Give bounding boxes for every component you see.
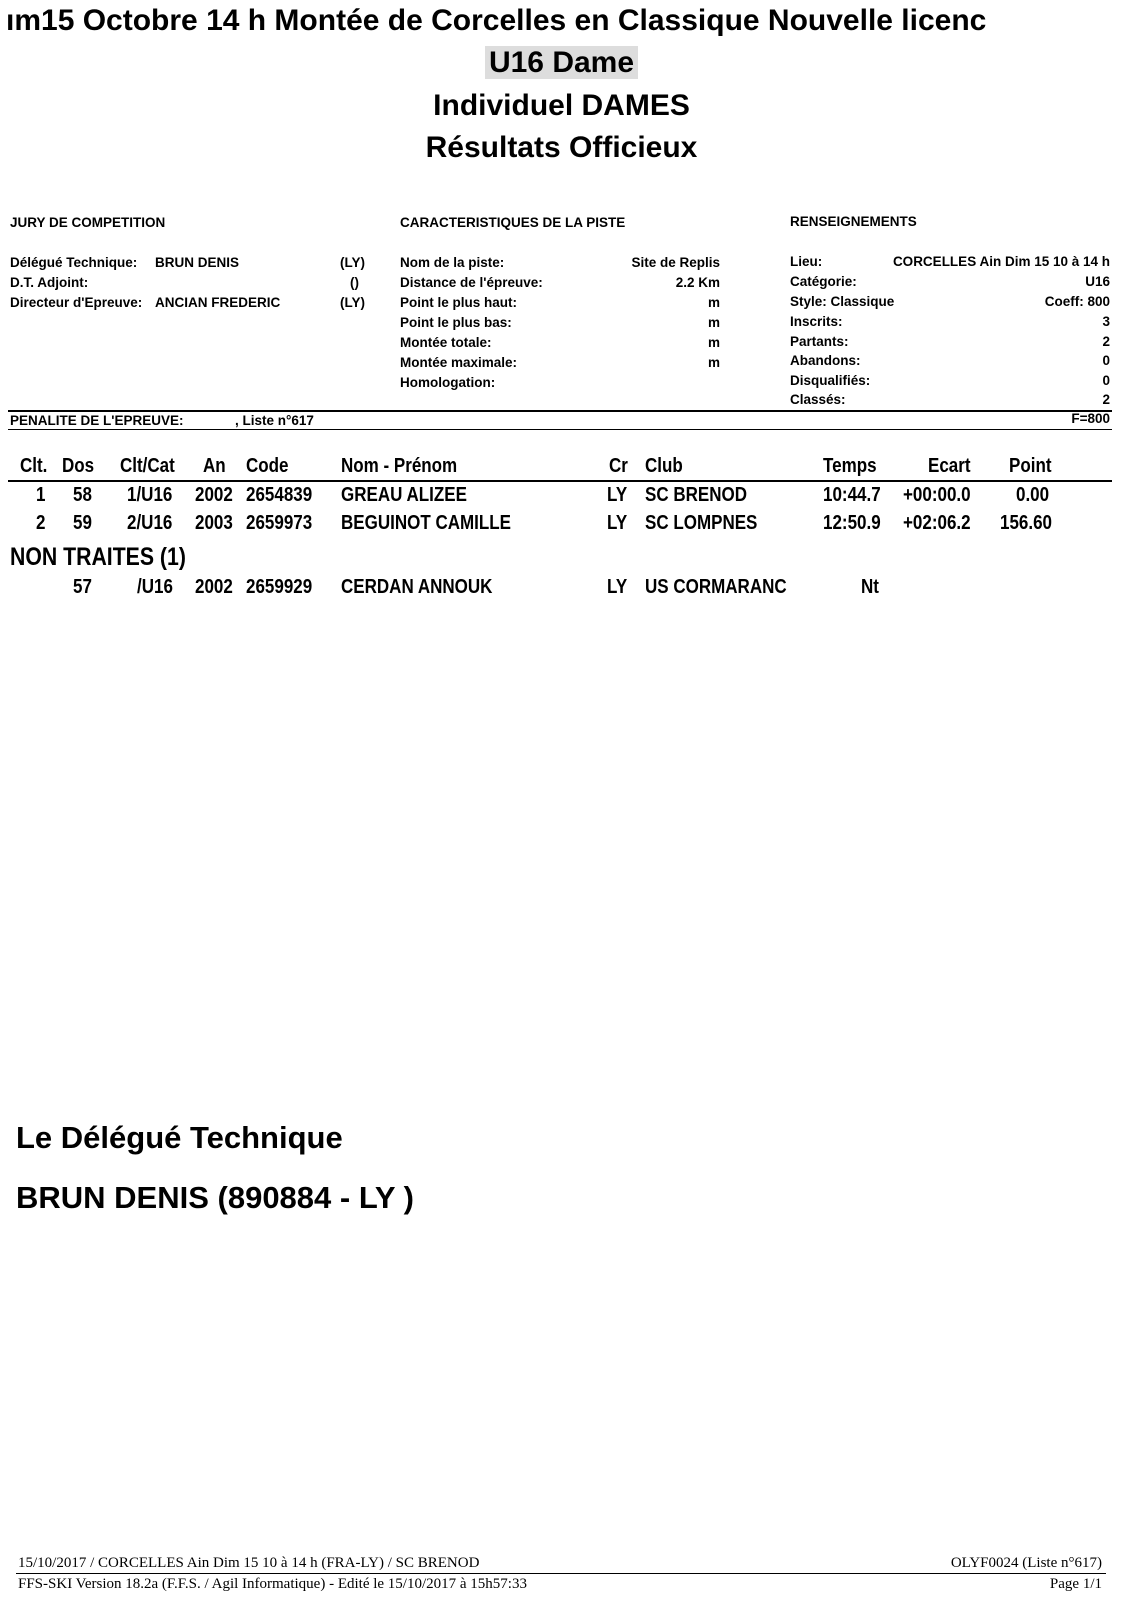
piste-value: m — [707, 335, 720, 350]
jury-code: () — [350, 275, 359, 290]
piste-label: Homologation: — [400, 375, 496, 390]
info-heading: RENSEIGNEMENTS — [790, 214, 917, 229]
cell-an: 2002 — [195, 484, 233, 506]
jury-code: (LY) — [340, 255, 366, 270]
cell-clt: 2 — [36, 512, 46, 534]
jury-name: BRUN DENIS — [155, 255, 240, 270]
col-clt: Clt. — [20, 455, 48, 477]
cell-cltcat: 1/U16 — [127, 484, 173, 506]
cell-temps: Nt — [861, 576, 879, 598]
info-label: Abandons: — [790, 353, 861, 368]
cell-ecart: +02:06.2 — [903, 512, 971, 534]
footer-line2-right: Page 1/1 — [1049, 1576, 1102, 1592]
jury-label: Directeur d'Epreuve: — [10, 295, 143, 310]
col-code: Code — [246, 455, 289, 477]
piste-label: Nom de la piste: — [400, 255, 505, 270]
penalty-factor: F=800 — [1071, 411, 1110, 426]
cell-club: SC LOMPNES — [645, 512, 758, 534]
title-line: ım15 Octobre 14 h Montée de Corcelles en Classique Nouvelle licenc — [6, 4, 987, 37]
cell-ecart: +00:00.0 — [903, 484, 971, 506]
signature-role: Le Délégué Technique — [16, 1120, 343, 1155]
cell-club: US CORMARANC — [645, 576, 787, 598]
cell-nom: GREAU ALIZEE — [341, 484, 467, 506]
status-title: Résultats Officieux — [425, 131, 698, 164]
footer-line1-right: OLYF0024 (Liste n°617) — [950, 1555, 1102, 1571]
info-value: U16 — [1085, 274, 1110, 289]
cell-cr: LY — [607, 484, 628, 506]
category-title-text: U16 Dame — [485, 46, 638, 79]
piste-value: m — [707, 295, 720, 310]
category-title — [0, 46, 1123, 80]
info-label: Disqualifiés: — [790, 373, 871, 388]
cell-dos: 59 — [73, 512, 92, 534]
non-traites-heading: NON TRAITES (1) — [10, 543, 186, 571]
cell-club: SC BRENOD — [645, 484, 748, 506]
col-cr: Cr — [609, 455, 628, 477]
cell-clt: 1 — [36, 484, 46, 506]
piste-label: Point le plus bas: — [400, 315, 512, 330]
piste-value: Site de Replis — [631, 255, 720, 270]
cell-an: 2003 — [195, 512, 233, 534]
lieu-value: CORCELLES Ain Dim 15 10 à 14 h — [892, 254, 1110, 269]
info-label: Style: Classique — [790, 294, 895, 309]
info-value: 2 — [1102, 334, 1110, 349]
cell-temps: 10:44.7 — [823, 484, 881, 506]
cell-nom: BEGUINOT CAMILLE — [341, 512, 511, 534]
cell-point: 0.00 — [1016, 484, 1050, 506]
cell-temps: 12:50.9 — [823, 512, 881, 534]
info-label: Partants: — [790, 334, 849, 349]
info-label: Classés: — [790, 392, 846, 407]
piste-label: Montée totale: — [400, 335, 492, 350]
footer-line2-left: FFS-SKI Version 18.2a (F.F.S. / Agil Informatique) - Edité le 15/10/2017 à 15h57:33 — [18, 1576, 527, 1592]
penalty-label: PENALITE DE L'EPREUVE: — [10, 413, 184, 428]
piste-heading: CARACTERISTIQUES DE LA PISTE — [400, 215, 626, 230]
jury-code: (LY) — [340, 295, 366, 310]
piste-value: m — [707, 315, 720, 330]
results-header-rule — [8, 480, 1112, 482]
piste-value: 2.2 Km — [675, 275, 720, 290]
info-label: Inscrits: — [790, 314, 843, 329]
info-value: 3 — [1102, 314, 1110, 329]
col-temps: Temps — [823, 455, 877, 477]
col-nom: Nom - Prénom — [341, 455, 458, 477]
signature-name: BRUN DENIS (890884 - LY ) — [16, 1180, 414, 1215]
piste-value: m — [707, 355, 720, 370]
col-dos: Dos — [62, 455, 95, 477]
cell-dos: 58 — [73, 484, 92, 506]
piste-label: Distance de l'épreuve: — [400, 275, 543, 290]
col-cltcat: Clt/Cat — [120, 455, 175, 477]
cell-dos: 57 — [73, 576, 92, 598]
cell-code: 2654839 — [246, 484, 313, 506]
info-value: 2 — [1102, 392, 1110, 407]
event-title: Individuel DAMES — [433, 89, 690, 122]
cell-code: 2659973 — [246, 512, 313, 534]
cell-nom: CERDAN ANNOUK — [341, 576, 493, 598]
penalty-top-rule — [8, 410, 1112, 412]
jury-name: ANCIAN FREDERIC — [155, 295, 281, 310]
col-ecart: Ecart — [928, 455, 971, 477]
cell-an: 2002 — [195, 576, 233, 598]
jury-heading: JURY DE COMPETITION — [10, 215, 166, 230]
footer-line1-left: 15/10/2017 / CORCELLES Ain Dim 15 10 à 14 h (FRA-LY) / SC BRENOD — [18, 1555, 480, 1571]
info-label: Catégorie: — [790, 274, 857, 289]
piste-label: Point le plus haut: — [400, 295, 517, 310]
info-value: 0 — [1102, 373, 1110, 388]
lieu-label: Lieu: — [790, 254, 823, 269]
cell-point: 156.60 — [1000, 512, 1052, 534]
col-club: Club — [645, 455, 683, 477]
penalty-bottom-rule — [8, 429, 1112, 430]
cell-cltcat: 2/U16 — [127, 512, 173, 534]
info-value: Coeff: 800 — [1044, 294, 1110, 309]
cell-cr: LY — [607, 576, 628, 598]
piste-label: Montée maximale: — [400, 355, 518, 370]
col-point: Point — [1009, 455, 1052, 477]
jury-label: D.T. Adjoint: — [10, 275, 89, 290]
footer-rule — [16, 1573, 1106, 1574]
cell-code: 2659929 — [246, 576, 313, 598]
jury-label: Délégué Technique: — [10, 255, 138, 270]
cell-cltcat: /U16 — [137, 576, 173, 598]
penalty-list: , Liste n°617 — [235, 413, 314, 428]
col-an: An — [203, 455, 226, 477]
cell-cr: LY — [607, 512, 628, 534]
info-value: 0 — [1102, 353, 1110, 368]
